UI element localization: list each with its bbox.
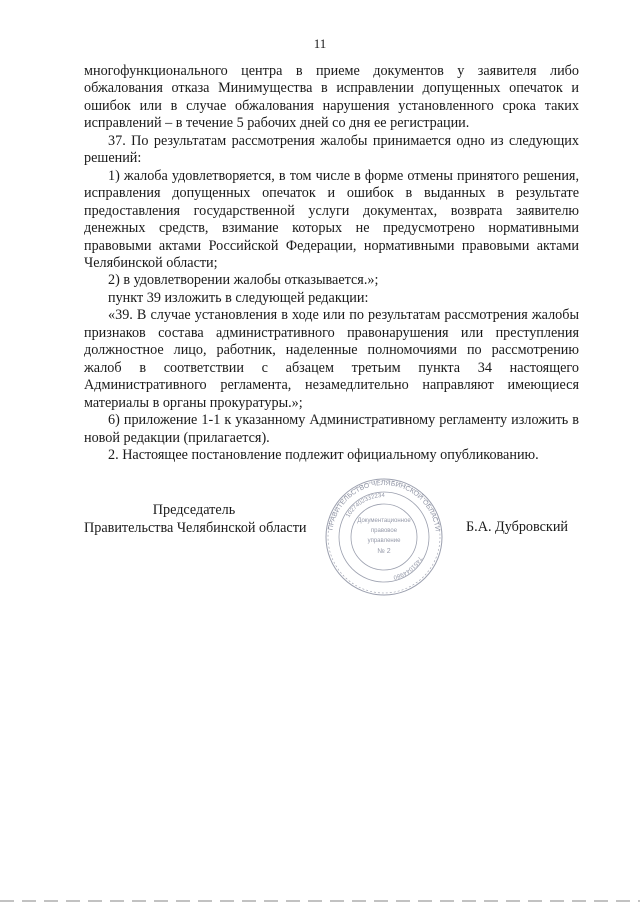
paragraph: 2) в удовлетворении жалобы отказывается.»;: [108, 272, 379, 289]
seal-inn: 7451044980: [392, 555, 423, 580]
seal-center-line: Документационное: [357, 518, 411, 524]
paragraph: «39. В случае установления в ходе или по результатам рассмотрения жалобы признаков состава административного правонарушения или преступления должностное лицо, работник, наделенные полномочиями по рассмотрению жалоб в соответствии с абзацем третьим пункта 34 настоящего Административного регламента, незамедлительно направляют имеющиеся материалы в органы прокуратуры.»;: [84, 307, 579, 411]
page-number: 11: [313, 36, 327, 51]
signatory-title: [84, 502, 307, 537]
paragraph: многофункционального центра в приеме документов у заявителя либо обжалования отказа Минимущества в исправлении допущенных опечаток и ошибок или в случае обжалования нарушения установленного срока таких исправлений – в течение 5 рабочих дней со дня ее регистрации.: [84, 63, 579, 132]
paragraph: 1) жалоба удовлетворяется, в том числе в форме отмены принятого решения, исправления допущенных опечаток и ошибок в выданных в результате предоставления государственной услуги документах, возврата заявителю денежных средств, взимание которых не предусмотрено нормативными правовыми актами Российской Федерации, нормативными правовыми актами Челябинской области;: [84, 167, 579, 271]
document-body: [84, 63, 579, 464]
paragraph: пункт 39 изложить в следующей редакции:: [108, 289, 369, 306]
paragraph: 2. Настоящее постановление подлежит официальному опубликованию.: [108, 446, 539, 463]
paragraph: 6) приложение 1-1 к указанному Административному регламенту изложить в новой редакции (прилагается).: [84, 412, 579, 446]
scan-edge: [0, 900, 640, 902]
seal-center-line: управление: [367, 538, 401, 544]
paragraph: 37. По результатам рассмотрения жалобы принимается одно из следующих решений:: [84, 132, 579, 167]
signatory-title-line: Председатель: [152, 502, 236, 518]
seal-ring-text: ПРАВИТЕЛЬСТВО ЧЕЛЯБИНСКОЙ ОБЛАСТИ: [327, 479, 441, 532]
seal-center-line: № 2: [377, 548, 391, 555]
signatory-name: Б.А. Дубровский: [466, 519, 569, 535]
seal-ogrn: 1027402332234: [345, 492, 385, 519]
seal-center-line: правовое: [370, 528, 398, 534]
signature-block: [84, 478, 584, 608]
signatory-title-line: Правительства Челябинской области: [84, 519, 307, 536]
official-seal: [320, 478, 448, 596]
